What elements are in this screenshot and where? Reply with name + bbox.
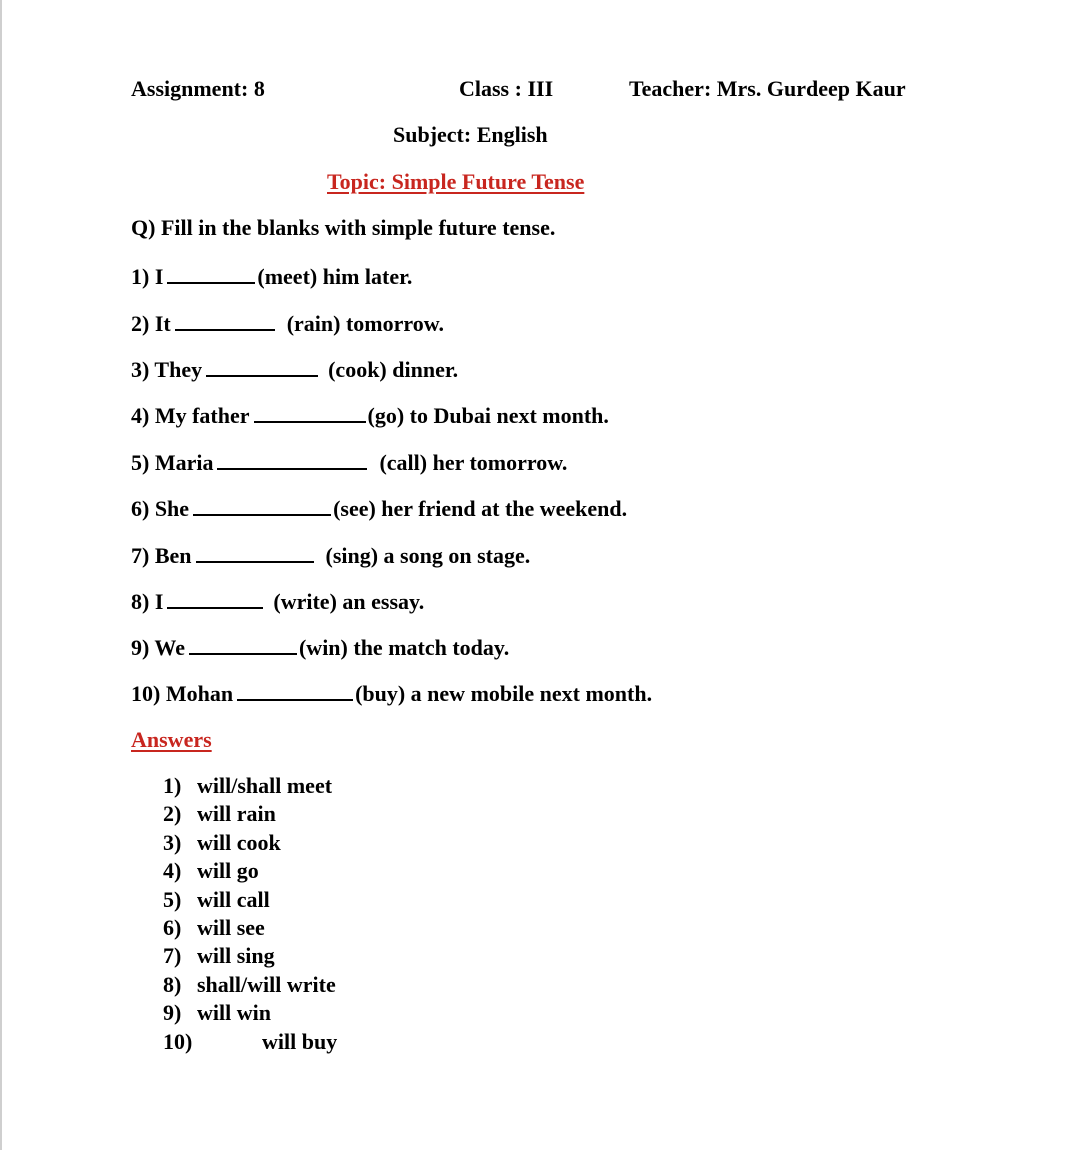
answer-blank[interactable] [167, 262, 255, 284]
exercise-verb: (sing) a song on stage. [325, 543, 531, 568]
answer-item [163, 1028, 337, 1056]
topic-title: Topic: Simple Future Tense [327, 169, 585, 194]
exercise-subject: 1) I [131, 264, 164, 289]
exercise-verb: (meet) him later. [257, 264, 413, 289]
answer-text: will sing [197, 943, 275, 969]
question-instruction: Q) Fill in the blanks with simple future tense. [131, 215, 556, 240]
answer-text: will buy [262, 1028, 338, 1054]
answer-text: will cook [197, 829, 281, 855]
answer-text: will rain [197, 801, 276, 827]
answer-item [163, 971, 337, 999]
exercise-subject: 2) It [131, 311, 171, 336]
answers-list [163, 772, 337, 1056]
answer-text: will/shall meet [197, 773, 333, 798]
exercise-subject: 9) We [131, 635, 185, 660]
exercise-item [131, 679, 652, 707]
class-label: Class : III [459, 76, 554, 101]
answer-item [163, 999, 337, 1027]
answer-blank[interactable] [196, 541, 314, 563]
assignment-number: Assignment: 8 [131, 76, 265, 101]
answer-blank[interactable] [254, 401, 366, 423]
answer-blank[interactable] [167, 587, 263, 609]
teacher-name: Teacher: Mrs. Gurdeep Kaur [629, 76, 906, 101]
answer-text: will go [197, 858, 259, 884]
exercise-subject: 10) Mohan [131, 681, 234, 706]
exercise-item [131, 355, 458, 383]
page-edge [0, 0, 2, 1150]
answer-text: shall/will write [197, 971, 336, 997]
answer-number: 4) [163, 858, 182, 884]
answer-text: will call [197, 886, 270, 912]
answer-number: 3) [163, 829, 182, 855]
answer-number: 5) [163, 886, 182, 912]
exercise-item [131, 587, 424, 615]
answer-item [163, 829, 337, 857]
exercise-subject: 8) I [131, 589, 164, 614]
answer-number: 2) [163, 801, 182, 827]
answer-blank[interactable] [193, 494, 331, 516]
answer-number: 10) [163, 1028, 193, 1054]
answer-number: 1) [163, 773, 182, 798]
exercise-item [131, 262, 412, 290]
answer-blank[interactable] [217, 448, 367, 470]
answer-blank[interactable] [189, 633, 297, 655]
exercise-item [131, 309, 444, 337]
exercise-verb: (win) the match today. [298, 635, 510, 660]
exercise-item [131, 401, 609, 429]
answer-item [163, 886, 337, 914]
answer-item [163, 857, 337, 885]
exercise-verb: (call) her tomorrow. [379, 450, 568, 475]
exercise-subject: 5) Maria [131, 450, 214, 475]
exercise-verb: (rain) tomorrow. [286, 311, 444, 336]
exercise-item [131, 541, 530, 569]
exercise-subject: 4) My father [131, 403, 250, 428]
exercise-item [131, 448, 567, 476]
answer-text: will win [197, 1000, 271, 1026]
answer-item [163, 942, 337, 970]
exercise-subject: 6) She [131, 496, 190, 521]
exercise-verb: (write) an essay. [273, 589, 425, 614]
answer-number: 6) [163, 915, 182, 941]
exercise-subject: 7) Ben [131, 543, 192, 568]
subject-label: Subject: English [393, 122, 548, 147]
answer-item [163, 914, 337, 942]
exercise-subject: 3) They [131, 357, 203, 382]
answer-blank[interactable] [237, 679, 353, 701]
exercise-verb: (go) to Dubai next month. [367, 403, 609, 428]
exercise-item [131, 494, 627, 522]
answer-number: 9) [163, 1000, 182, 1026]
answer-blank[interactable] [175, 309, 275, 331]
answer-text: will see [197, 915, 265, 941]
answer-item [163, 772, 337, 800]
answers-heading: Answers [131, 727, 212, 752]
answer-number: 7) [163, 943, 182, 969]
answer-item [163, 800, 337, 828]
answer-number: 8) [163, 971, 182, 997]
exercise-item [131, 633, 509, 661]
exercise-verb: (see) her friend at the weekend. [333, 496, 628, 521]
answer-blank[interactable] [206, 355, 318, 377]
exercise-verb: (cook) dinner. [328, 357, 459, 382]
exercise-verb: (buy) a new mobile next month. [355, 681, 653, 706]
